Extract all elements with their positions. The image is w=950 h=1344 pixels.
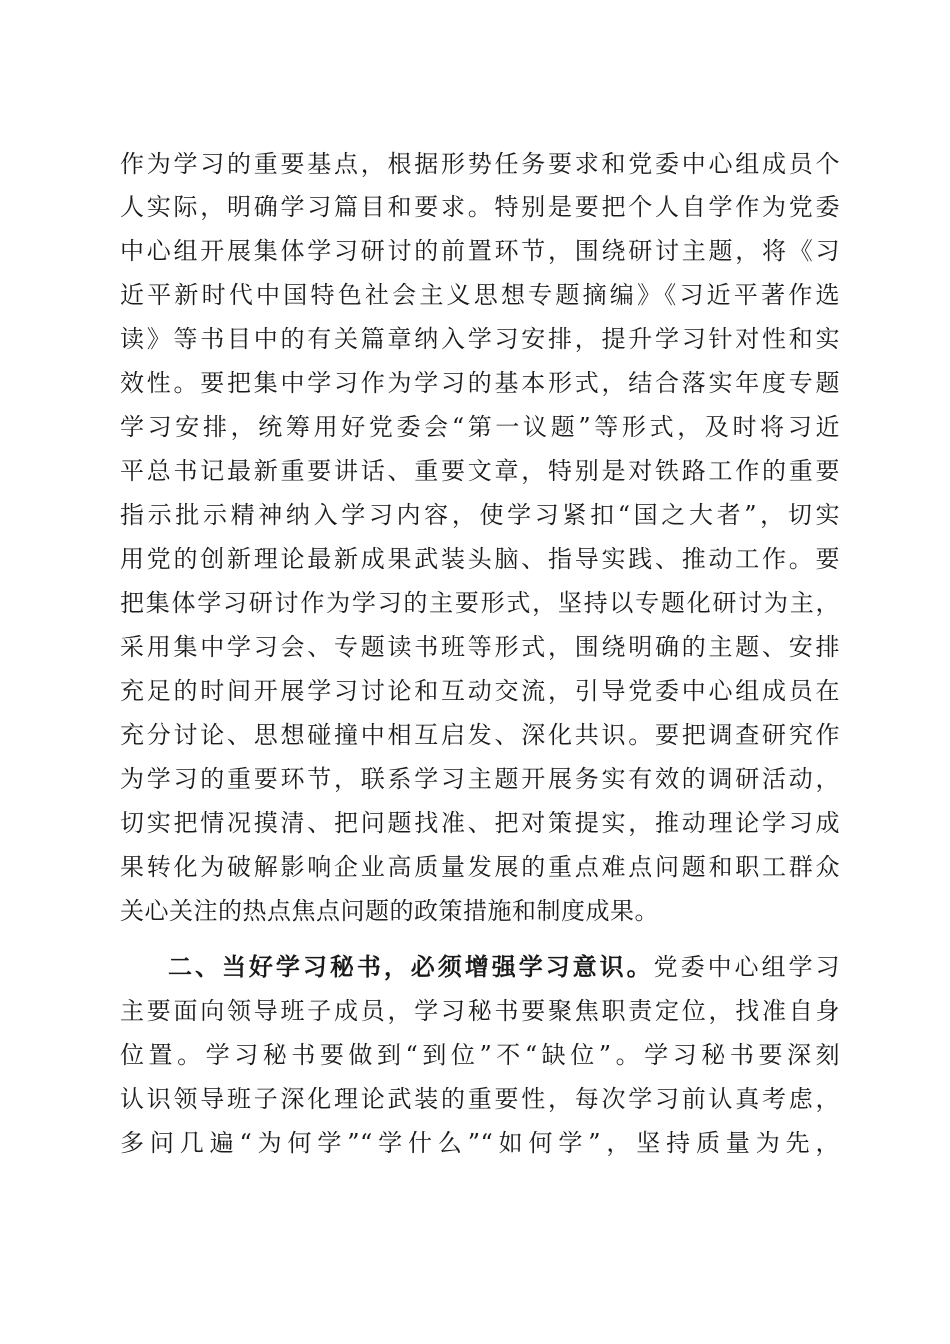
paragraph-line: 中心组开展集体学习研讨的前置环节，围绕研讨主题，将《习 xyxy=(120,237,840,265)
section-heading-line xyxy=(168,947,840,987)
paragraph-line: 切实把情况摸清、把问题找准、把对策提实，推动理论学习成 xyxy=(120,809,840,837)
paragraph-line: 位置。学习秘书要做到“到位”不“缺位”。学习秘书要深刻 xyxy=(120,1041,840,1069)
paragraph-line: 人实际，明确学习篇目和要求。特别是要把个人自学作为党委 xyxy=(120,193,840,221)
paragraph-line: 为学习的重要环节，联系学习主题开展务实有效的调研活动， xyxy=(120,765,840,793)
paragraph-line: 充分讨论、思想碰撞中相互启发、深化共识。要把调查研究作 xyxy=(120,721,840,749)
section-heading: 二、当好学习秘书，必须增强学习意识。 xyxy=(168,952,654,981)
paragraph-line: 果转化为破解影响企业高质量发展的重点难点问题和职工群众 xyxy=(120,853,840,881)
paragraph-line: 主要面向领导班子成员，学习秘书要聚焦职责定位，找准自身 xyxy=(120,997,840,1025)
paragraph-line: 读》等书目中的有关篇章纳入学习安排，提升学习针对性和实 xyxy=(120,325,840,353)
paragraph-line: 用党的创新理论最新成果武装头脑、指导实践、推动工作。要 xyxy=(120,545,840,573)
paragraph-line: 近平新时代中国特色社会主义思想专题摘编》《习近平著作选 xyxy=(120,281,840,309)
paragraph-line: 采用集中学习会、专题读书班等形式，围绕明确的主题、安排 xyxy=(120,633,840,661)
paragraph-line: 效性。要把集中学习作为学习的基本形式，结合落实年度专题 xyxy=(120,369,840,397)
paragraph-line: 关心关注的热点焦点问题的政策措施和制度成果。 xyxy=(120,897,659,925)
paragraph-line: 把集体学习研讨作为学习的主要形式，坚持以专题化研讨为主， xyxy=(120,589,840,617)
paragraph-line: 学习安排，统筹用好党委会“第一议题”等形式，及时将习近 xyxy=(120,413,840,441)
heading-line-rest: 党委中心组学习 xyxy=(653,953,840,981)
paragraph-line: 多问几遍“为何学”“学什么”“如何学”，坚持质量为先， xyxy=(120,1129,840,1157)
paragraph-line: 作为学习的重要基点，根据形势任务要求和党委中心组成员个 xyxy=(120,150,840,178)
paragraph-line: 充足的时间开展学习讨论和互动交流，引导党委中心组成员在 xyxy=(120,677,840,705)
paragraph-line: 平总书记最新重要讲话、重要文章，特别是对铁路工作的重要 xyxy=(120,457,840,485)
paragraph-line: 认识领导班子深化理论武装的重要性，每次学习前认真考虑， xyxy=(120,1085,840,1113)
paragraph-line: 指示批示精神纳入学习内容，使学习紧扣“国之大者”，切实 xyxy=(120,501,840,529)
